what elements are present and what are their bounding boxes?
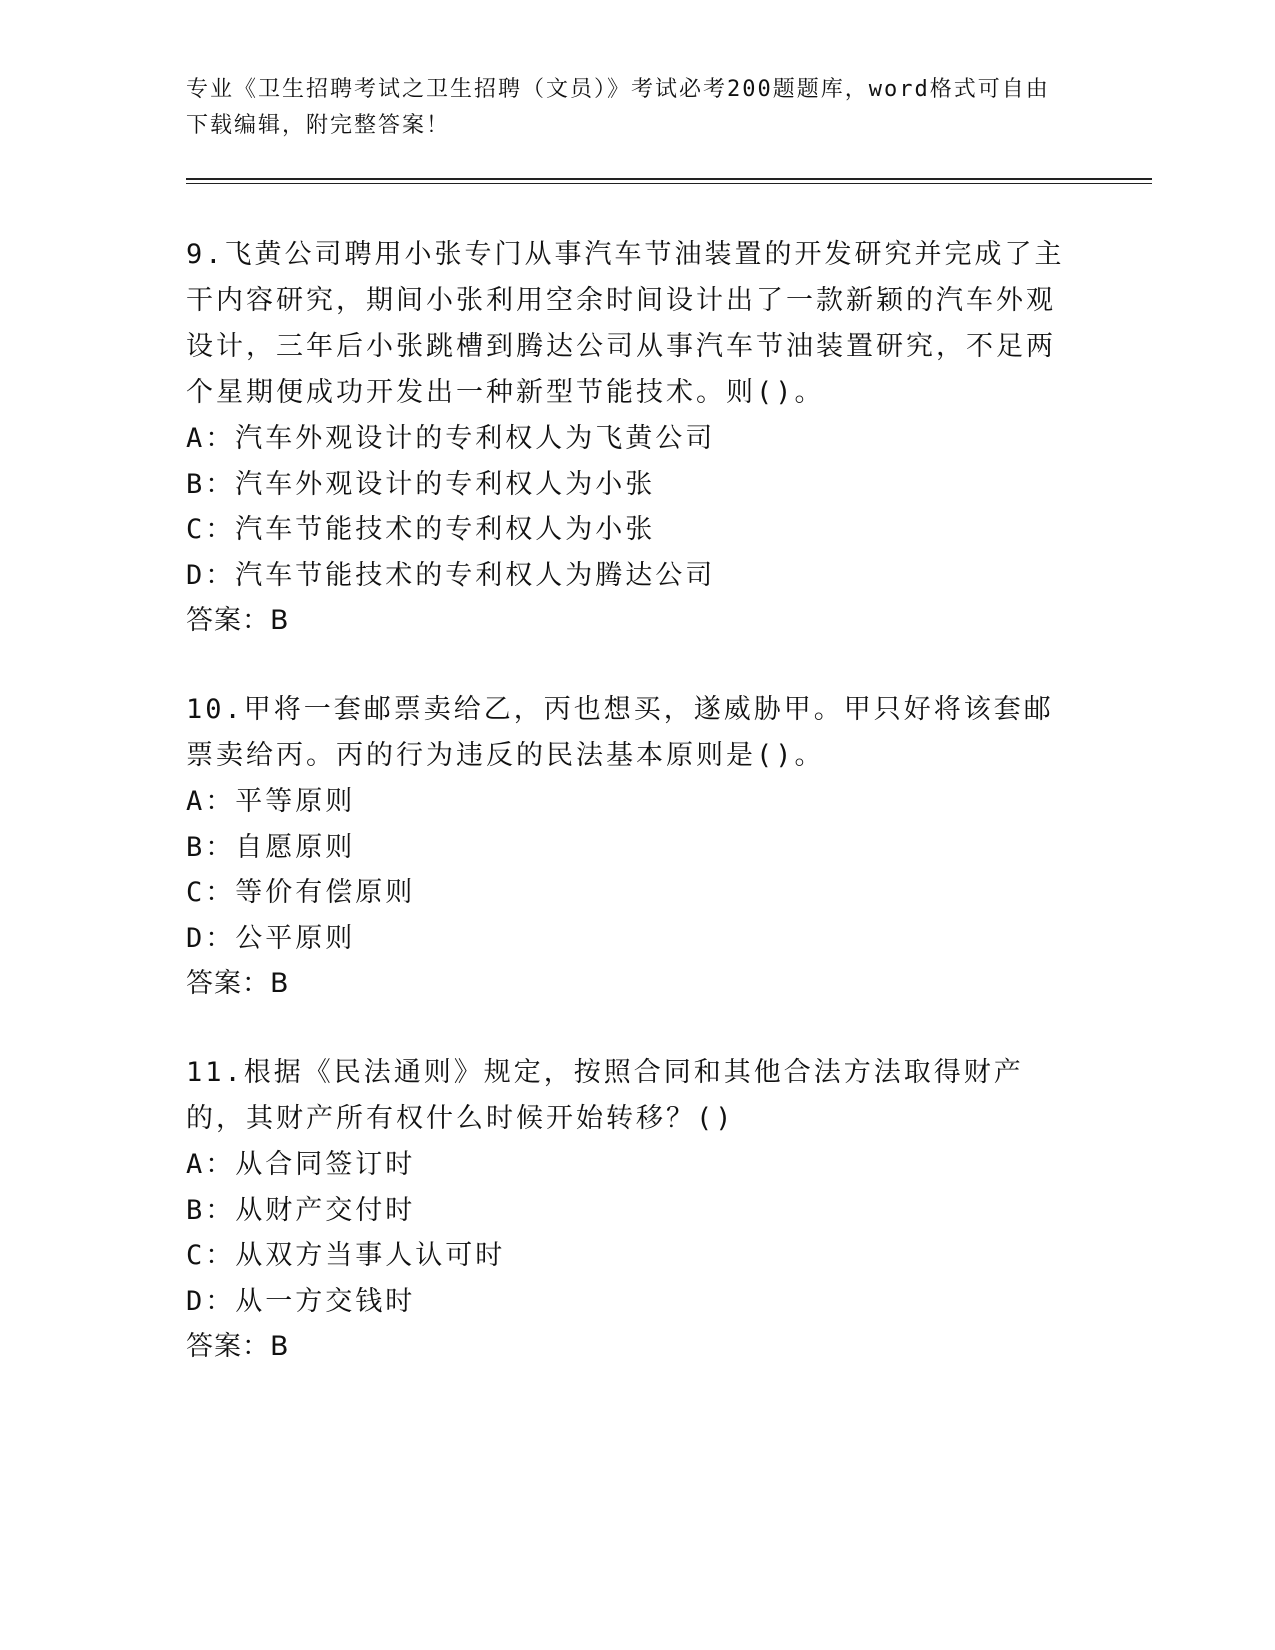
- answer: 答案：B: [186, 968, 290, 999]
- option-b: B：自愿原则: [186, 831, 356, 863]
- question-stem: 10.甲将一套邮票卖给乙，丙也想买，遂威胁甲。甲只好将该套邮票卖给丙。丙的行为违反的民法基本原则是()。: [186, 694, 1054, 771]
- question-11: [186, 1050, 1066, 1370]
- header-divider-thin: [186, 183, 1152, 184]
- question-stem: 11.根据《民法通则》规定，按照合同和其他合法方法取得财产的，其财产所有权什么时候开始转移？(): [186, 1057, 1024, 1134]
- option-a: A：从合同签订时: [186, 1149, 416, 1180]
- option-c: C：等价有偿原则: [186, 877, 416, 908]
- document-header: 专业《卫生招聘考试之卫生招聘（文员）》考试必考200题题库，word格式可自由下载编辑，附完整答案！: [186, 77, 1050, 138]
- option-a: A：平等原则: [186, 786, 356, 817]
- option-d: D：公平原则: [186, 922, 356, 954]
- answer: 答案：B: [186, 1331, 290, 1362]
- option-c: C：汽车节能技术的专利权人为小张: [186, 514, 656, 545]
- header-divider-thick: [186, 178, 1152, 180]
- question-stem: 9.飞黄公司聘用小张专门从事汽车节油装置的开发研究并完成了主干内容研究，期间小张利用空余时间设计出了一款新颖的汽车外观设计，三年后小张跳槽到腾达公司从事汽车节油装置研究，不足两个星期便成功开发出一种新型节能技术。则()。: [186, 239, 1065, 408]
- option-d: D：汽车节能技术的专利权人为腾达公司: [186, 559, 716, 591]
- option-d: D：从一方交钱时: [186, 1285, 416, 1317]
- option-b: B：从财产交付时: [186, 1194, 416, 1226]
- answer: 答案：B: [186, 605, 290, 636]
- option-b: B：汽车外观设计的专利权人为小张: [186, 468, 656, 500]
- option-c: C：从双方当事人认可时: [186, 1240, 506, 1271]
- option-a: A：汽车外观设计的专利权人为飞黄公司: [186, 423, 716, 454]
- question-9: [186, 232, 1066, 644]
- question-10: [186, 687, 1066, 1007]
